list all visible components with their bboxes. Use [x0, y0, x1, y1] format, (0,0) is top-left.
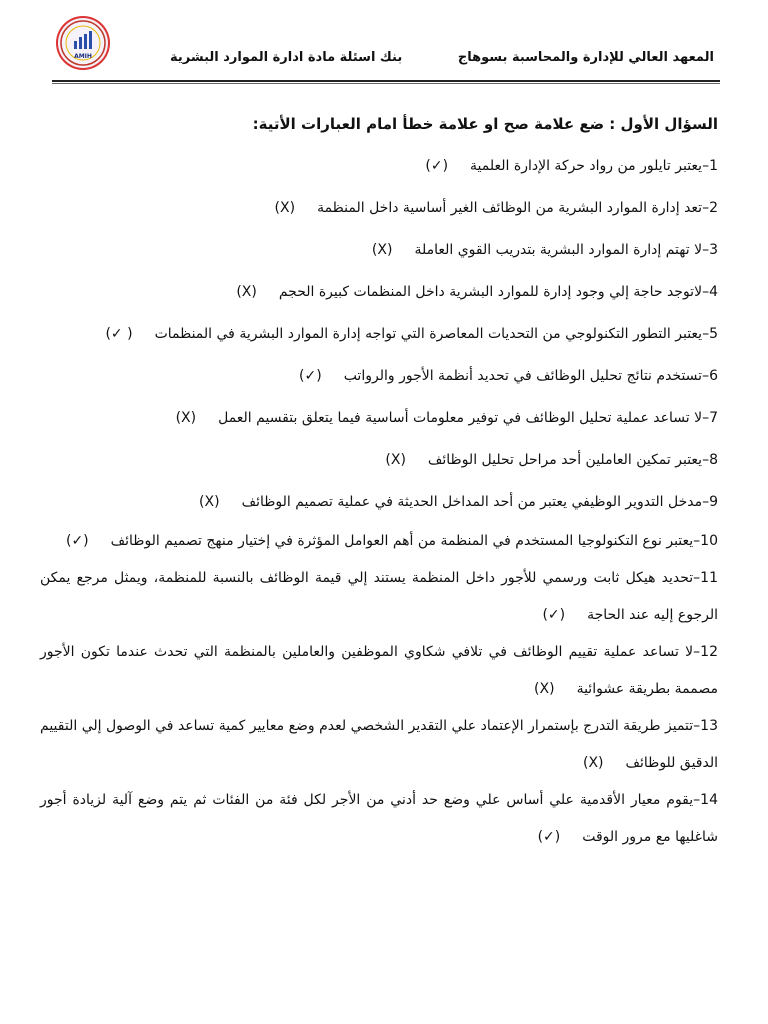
item-number: 3 — [709, 242, 718, 258]
item-dash: – — [693, 718, 701, 734]
svg-text:AMIH: AMIH — [74, 53, 92, 60]
item-dash: – — [693, 570, 701, 586]
item-dash: – — [702, 494, 710, 510]
item-dash: – — [702, 200, 710, 216]
item-dash: – — [693, 792, 701, 808]
answer-mark: (X) — [371, 242, 393, 258]
item-dash: – — [702, 158, 710, 174]
list-item — [40, 439, 718, 481]
question-title: السؤال الأول : ضع علامة صح او علامة خطأ امام العبارات الأتية: — [252, 115, 718, 133]
item-text: يعتبر تايلور من رواد حركة الإدارة العلمية — [470, 158, 703, 174]
list-item — [40, 523, 718, 560]
item-text: مدخل التدوير الوظيفي يعتبر من أحد المداخل الحديثة في عملية تصميم الوظائف — [241, 494, 703, 510]
item-number: 9 — [709, 494, 718, 510]
item-number: 5 — [709, 326, 718, 342]
list-item — [40, 782, 718, 856]
answer-mark: (✓) — [542, 607, 566, 623]
item-text: لا تهتم إدارة الموارد البشرية بتدريب القوي العاملة — [414, 242, 703, 258]
item-dash: – — [702, 452, 710, 468]
list-item — [40, 397, 718, 439]
item-number: 10 — [700, 533, 718, 549]
answer-mark: (X) — [199, 494, 220, 510]
item-text: يعتبر نوع التكنولوجيا المستخدم في المنظمة من أهم العوامل المؤثرة في إختيار منهج تصميم الوظائف — [110, 533, 694, 549]
answer-mark: (X) — [175, 410, 197, 426]
item-dash: – — [702, 242, 710, 258]
item-text: يقوم معيار الأقدمية علي أساس علي وضع حد أدني من الأجر لكل فئة من الفئات ثم يتم وضع آلية لزيادة أجور شاغليها مع مرور الوقت — [40, 792, 718, 845]
item-text: لاتوجد حاجة إلي وجود إدارة للموارد البشرية داخل المنظمات كبيرة الحجم — [278, 284, 703, 300]
item-number: 1 — [709, 158, 718, 174]
institute-logo — [56, 16, 110, 70]
list-item — [40, 313, 718, 355]
item-dash: – — [702, 326, 710, 342]
list-item — [40, 355, 718, 397]
item-text: لا تساعد عملية تحليل الوظائف في توفير معلومات أساسية فيما يتعلق بتقسيم العمل — [218, 410, 703, 426]
list-item — [40, 229, 718, 271]
list-item — [40, 271, 718, 313]
list-item — [40, 145, 718, 187]
course-title: بنك اسئلة مادة ادارة الموارد البشرية — [170, 50, 403, 65]
item-dash: – — [702, 410, 710, 426]
item-text: تستخدم نتائج تحليل الوظائف في تحديد أنظمة الأجور والرواتب — [343, 368, 703, 384]
item-text: يعتبر التطور التكنولوجي من التحديات المعاصرة التي تواجه إدارة الموارد البشرية في المنظمات — [154, 326, 703, 342]
header-divider-thin — [52, 83, 720, 84]
item-dash: – — [693, 644, 701, 660]
item-dash: – — [702, 284, 710, 300]
answer-mark: (✓) — [425, 158, 449, 174]
item-number: 14 — [700, 792, 718, 808]
list-item — [40, 560, 718, 634]
item-text: لا تساعد عملية تقييم الوظائف في تلافي شكاوي الموظفين والعاملين بالمنظمة التي تحدث عندما تكون الأجور مصممة بطريقة عشوائية — [40, 644, 718, 697]
answer-mark: (X) — [385, 452, 406, 468]
answer-mark: (✓) — [537, 829, 561, 845]
answer-mark: (X) — [582, 755, 604, 771]
item-text: تتميز طريقة التدرج بإستمرار الإعتماد علي التقدير الشخصي لعدم وضع معايير كمية تساعد في الوصول إلي التقييم الدقيق للوظائف — [40, 718, 718, 771]
item-number: 8 — [709, 452, 718, 468]
item-number: 13 — [700, 718, 718, 734]
page-header — [52, 14, 720, 80]
header-divider — [52, 80, 720, 82]
answer-mark: (✓) — [299, 368, 322, 384]
item-number: 2 — [709, 200, 718, 216]
item-number: 7 — [709, 410, 718, 426]
list-item — [40, 708, 718, 782]
list-item — [40, 481, 718, 523]
item-number: 6 — [709, 368, 718, 384]
question-section — [40, 103, 718, 856]
answer-mark: (X) — [274, 200, 296, 216]
item-text: تحديد هيكل ثابت ورسمي للأجور داخل المنظمة يستند إلي قيمة الوظائف بالنسبة للمنظمة، ويمثل مرجع يمكن الرجوع إليه عند الحاجة — [40, 570, 718, 623]
item-text: يعتبر تمكين العاملين أحد مراحل تحليل الوظائف — [427, 452, 703, 468]
list-item — [40, 187, 718, 229]
item-number: 12 — [700, 644, 718, 660]
question-list — [40, 145, 718, 856]
answer-mark: (✓) — [65, 533, 89, 549]
item-dash: – — [702, 368, 710, 384]
logo-emblem-icon — [59, 19, 107, 67]
institute-name: المعهد العالي للإدارة والمحاسبة بسوهاج — [457, 50, 714, 65]
answer-mark: (X) — [534, 681, 555, 697]
item-text: تعد إدارة الموارد البشرية من الوظائف الغير أساسية داخل المنظمة — [317, 200, 703, 216]
item-dash: – — [693, 533, 701, 549]
answer-mark: ( ✓) — [105, 326, 133, 342]
answer-mark: (X) — [236, 284, 257, 300]
item-number: 11 — [700, 570, 718, 586]
item-number: 4 — [709, 284, 718, 300]
list-item — [40, 634, 718, 708]
